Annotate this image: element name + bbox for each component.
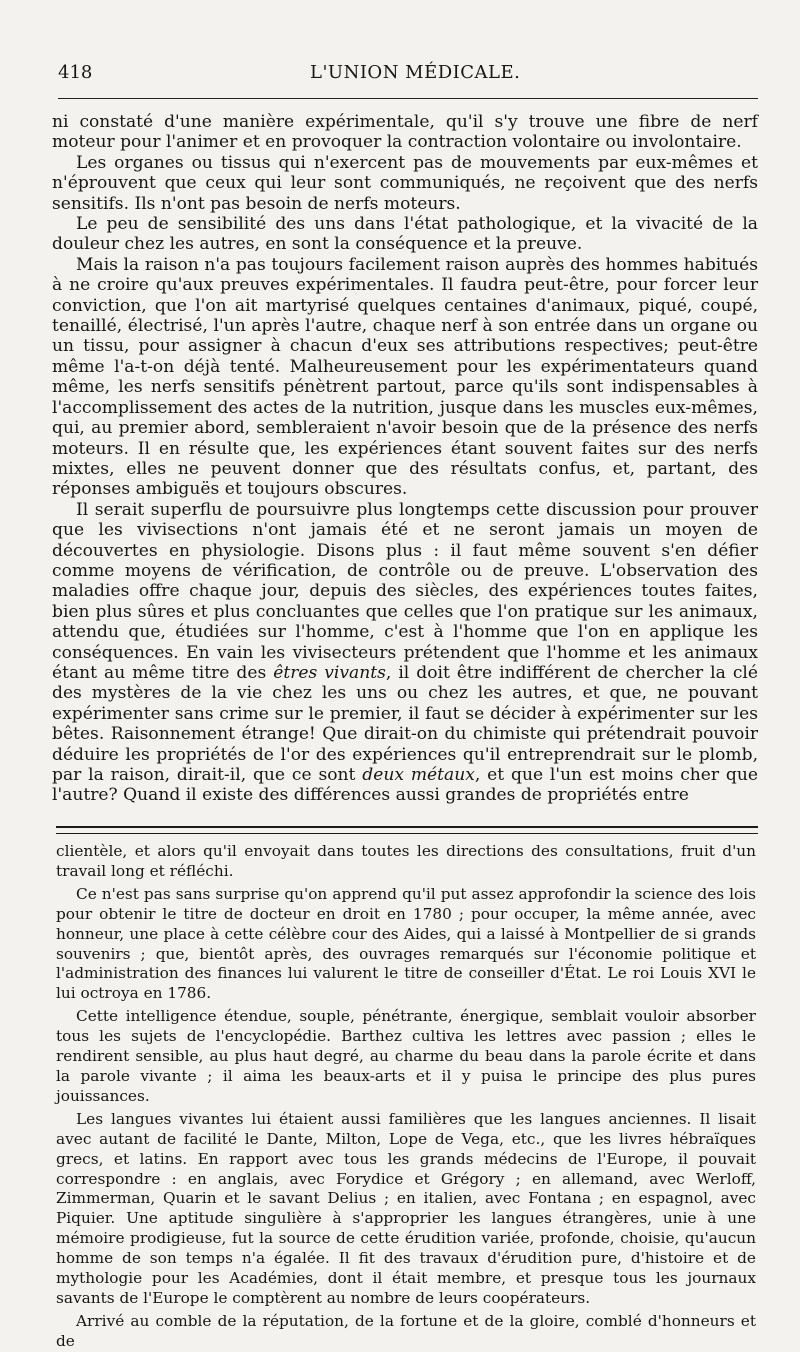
page-number: 418 [58,62,93,83]
italic-phrase: êtres vivants [273,662,386,683]
paragraph [52,500,758,806]
main-article-text [52,112,758,806]
header-rule [58,98,758,99]
text-run: , il doit être indifférent de chercher la clé des mystères de la vie chez les uns ou chez les autres, et que, ne pouvant expérimenter sans crime sur le premier, il faut se décider à expérimenter sur les bêtes. Raisonnement étrange! Que dirait-on du chimiste qui prétendrait pouvoir déduire les propriétés de l'or des expériences qu'il entreprendrait sur le plomb, par la raison, dirait-il, que ce sont [52,662,758,785]
paragraph: ni constaté d'une manière expérimentale, qu'il s'y trouve une fibre de nerf moteur pour l'animer et en provoquer la contraction volontaire ou involontaire. [52,112,758,153]
paragraph: clientèle, et alors qu'il envoyait dans toutes les directions des consultations, fruit d'un travail long et réfléchi. [56,842,756,880]
feuilleton-separator [56,826,758,834]
feuilleton-text [56,842,756,1352]
text-run: Il serait superflu de poursuivre plus longtemps cette discussion pour prouver que les vivisections n'ont jamais été et ne seront jamais un moyen de découvertes en physiologie. Disons plus : il faut même souvent s'en défier comme moyens de vérification, de contrôle ou de preuve. L'observation des maladies offre chaque jour, depuis des siècles, des expériences toutes faites, bien plus sûres et plus concluantes que celles que l'on pratique sur les animaux, attendu que, étudiées sur l'homme, c'est à l'homme que l'on en applique les conséquences. En vain les vivisecteurs prétendent que l'homme et les animaux étant au même titre des [52,499,758,683]
italic-phrase: deux métaux [362,765,475,785]
text-run: , et que l'un est moins cher que l'autre? Quand il existe des différences aussi grandes de propriétés entre [52,765,758,806]
journal-title: L'UNION MÉDICALE. [310,62,521,83]
paragraph: Les langues vivantes lui étaient aussi familières que les langues anciennes. Il lisait avec autant de facilité le Dante, Milton, Lope de Vega, etc., que les livres hébraïques grecs, et latins. En rapport avec tous les grands médecins de l'Europe, il pouvait correspondre : en anglais, avec Forydice et Grégory ; en allemand, avec Werloff, Zimmerman, Quarin et le savant Delius ; en italien, avec Fontana ; en espagnol, avec Piquier. Une aptitude singulière à s'approprier les langues étrangères, unie à une mémoire prodigieuse, fut la source de cette érudition variée, profonde, choisie, qu'aucun homme de son temps n'a égalée. Il fit des travaux d'érudition pure, d'histoire et de mythologie pour les Académies, dont il était membre, et presque tous les journaux savants de l'Europe le comptèrent au nombre de leurs coopérateurs. [56,1109,756,1307]
paragraph: Le peu de sensibilité des uns dans l'état pathologique, et la vivacité de la douleur chez les autres, en sont la conséquence et la preuve. [52,214,758,255]
paragraph: Les organes ou tissus qui n'exercent pas de mouvements par eux-mêmes et n'éprouvent que ceux qui leur sont communiqués, ne reçoivent que des nerfs sensitifs. Ils n'ont pas besoin de nerfs moteurs. [52,152,758,214]
paragraph: Arrivé au comble de la réputation, de la fortune et de la gloire, comblé d'honneurs et de [56,1311,756,1350]
paragraph: Ce n'est pas sans surprise qu'on apprend qu'il put assez approfondir la science des lois pour obtenir le titre de docteur en droit en 1780 ; pour occuper, la même année, avec honneur, une place à cette célèbre cour des Aides, qui a laissé à Montpellier de si grands souvenirs ; que, bientôt après, des ouvrages remarqués sur l'économie politique et l'administration des finances lui valurent le titre de conseiller d'État. Le roi Louis XVI le lui octroya en 1786. [56,884,756,1003]
paragraph: Cette intelligence étendue, souple, pénétrante, énergique, semblait vouloir absorber tous les sujets de l'encyclopédie. Barthez cultiva les lettres avec passion ; elles le rendirent sensible, au plus haut degré, au charme du beau dans la parole écrite et dans la parole vivante ; il aima les beaux-arts et il y puisa le principe des plus pures jouissances. [56,1007,756,1105]
page-header [58,62,758,88]
paragraph: Mais la raison n'a pas toujours facilement raison auprès des hommes habitués à ne croire qu'aux preuves expérimentales. Il faudra peut-être, pour forcer leur conviction, que l'on ait martyrisé quelques centaines d'animaux, piqué, coupé, tenaillé, électrisé, l'un après l'autre, chaque nerf à son entrée dans un organe ou un tissu, pour assigner à chacun d'eux ses attributions respectives; peut-être même l'a-t-on déjà tenté. Malheureusement pour les expérimentateurs quand même, les nerfs sensitifs pénètrent partout, parce qu'ils sont indispensables à l'accomplissement des actes de la nutrition, jusque dans les muscles eux-mêmes, qui, au premier abord, sembleraient n'avoir besoin que de la présence des nerfs moteurs. Il en résulte que, les expériences étant souvent faites sur des nerfs mixtes, elles ne peuvent donner que des résultats confus, et, partant, des réponses ambiguës et toujours obscures. [52,254,758,500]
